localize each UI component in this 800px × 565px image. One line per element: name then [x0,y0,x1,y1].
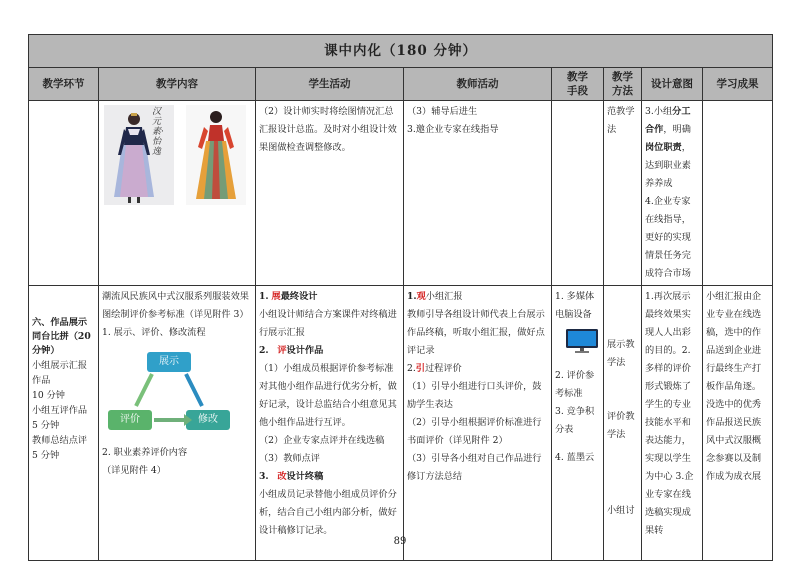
teacher-h1-rest: 小组汇报 [425,291,463,302]
content-l4: （详见附件 4） [102,465,166,476]
intent-l3: 4.企业专家在线指导，更好的实现情景任务完成符合市场 [645,196,691,279]
header-row [29,68,773,101]
student-p1: 小组设计师结合方案课件对终稿进行展示汇报 [259,309,397,338]
intent-cell [642,101,703,286]
means-cell-empty [552,101,604,286]
teacher-p4: （3）引导各小组对自己作品进行修订方法总结 [407,453,542,482]
method-text: 范教学法 [607,106,635,135]
teacher-h2-num: 2. [407,363,416,374]
header-intent: 设计意图 [642,68,703,101]
teacher-text-1: （3）辅导后进生 [407,106,478,117]
stage-l1: 小组展示汇报作品 [32,360,88,386]
outcome-cell-empty [703,101,773,286]
title-row [29,35,773,68]
student-p3: （2）企业专家点评并在线选稿 [259,435,385,446]
intent-cell [642,286,703,561]
content-l2: 1. 展示、评价、修改流程 [102,327,206,338]
method-l1: 展示教学法 [607,339,635,368]
student-cell [256,101,404,286]
teacher-p3: （2）引导小组根据评价标准进行书面评价（详见附件 2） [407,417,542,446]
hanfu-illustration-2 [186,105,246,205]
table-row [29,286,773,561]
teacher-p1: 教师引导各组设计师代表上台展示作品终稿，听取小组汇报，做好点评记录 [407,309,545,356]
intent-l2-post: ，达到职业素养养成 [645,142,691,189]
method-l3: 小组讨 [607,505,635,516]
teacher-p2: （1）引导小组进行口头评价，鼓励学生表达 [407,381,542,410]
content-cell [99,101,256,286]
intent-l2-bold: 岗位职责 [645,142,682,153]
means-l3: 3. 竞争积分表 [555,406,595,435]
content-cell [99,286,256,561]
means-cell [552,286,604,561]
page-number: 89 [393,536,407,547]
content-l3: 2. 职业素养评价内容 [102,447,188,458]
stage-title: 六、作品展示同台比拼（20 分钟） [32,317,91,356]
teacher-text-2: 3.邀企业专家在线指导 [407,124,499,135]
flow-node-modify: 修改 [186,410,230,430]
header-teacher: 教师活动 [404,68,552,101]
outcome-cell [703,286,773,561]
method-cell [604,286,642,561]
teacher-cell [404,286,552,561]
stage-cell [29,286,99,561]
intent-l1-post: ，明确 [663,124,691,135]
flow-node-evaluate: 评价 [108,410,152,430]
stage-l4: 教师总结点评 5 分钟 [32,435,88,461]
content-l1: 潮流风民族风中式汉服系列服装效果图绘制评价参考标准（详见附件 3） [102,291,249,320]
table-row [29,101,773,286]
header-content: 教学内容 [99,68,256,101]
header-means: 教学 手段 [552,68,604,101]
method-cell [604,101,642,286]
table-title: 课中内化（180 分钟） [29,35,773,68]
student-h3-num: 3. [259,471,269,482]
student-text: （2）设计师实时将绘图情况汇总汇报设计总监。及时对小组设计效果图做检查调整修改。 [259,106,397,153]
intent-l1-pre: 3.小组 [645,106,673,117]
flow-diagram [104,348,234,438]
flow-arrows [104,348,234,438]
outcome-l2: 没选中的优秀作品报送民族风中式汉服概念参赛以及制作成为成衣展 [706,399,762,482]
teacher-h2-rest: 过程评价 [424,363,462,374]
student-h2-num: 2. [259,345,269,356]
teacher-h2-red: 引 [415,363,425,374]
stage-l3: 小组互评作品 5 分钟 [32,405,88,431]
header-student: 学生活动 [256,68,404,101]
teacher-h1-red: 观 [416,291,426,302]
stage-cell-empty [29,101,99,286]
student-p5: 小组成员记录替他小组成员评价分析，结合自己小组内部分析，做好设计稿修订记录。 [259,489,397,536]
lesson-plan-table [28,34,773,561]
header-method: 教学 方法 [604,68,642,101]
student-cell [256,286,404,561]
fashion-illustrations [104,105,256,215]
intent-l1-bold: 分工合作 [645,106,691,135]
illustration-caption: 汉元素·怡逸 [152,107,164,157]
intent-text: 1.再次展示最终效果实现人人出彩的目的。2.多样的评价形式锻炼了学生的专业技能水平和表达能力，实现以学生为中心 3.企业专家在线选稿实现成果转 [645,291,694,536]
student-h1-num: 1. [259,291,269,302]
flow-node-show: 展示 [147,352,191,372]
outcome-l1: 小组汇报由企业专业在线选稿，选中的作品送到企业进行最终生产打板作品角逐。 [706,291,762,392]
method-l2: 评价教学法 [607,411,635,440]
teacher-h1-num: 1. [407,291,417,302]
student-h2-red: 评 [277,345,287,356]
student-h3-red: 改 [277,471,287,482]
student-p4: （3）教师点评 [259,453,320,464]
header-outcome: 学习成果 [703,68,773,101]
means-l2: 2. 评价参考标准 [555,370,595,399]
student-p2: （1）小组成员根据评价参考标准对其他小组作品进行优劣分析，做好记录，设计总监结合小组意见其他小组作品进行互评。 [259,363,397,428]
student-h1-red: 展 [271,291,281,302]
student-h3-rest: 设计终稿 [286,471,324,482]
means-l4: 4. 蓝墨云 [555,452,595,463]
stage-l2: 10 分钟 [32,390,65,401]
means-l1: 1. 多媒体电脑设备 [555,291,595,320]
student-h1-rest: 最终设计 [280,291,318,302]
header-stage: 教学环节 [29,68,99,101]
teacher-cell [404,101,552,286]
monitor-icon [565,328,599,354]
student-h2-rest: 设计作品 [286,345,324,356]
